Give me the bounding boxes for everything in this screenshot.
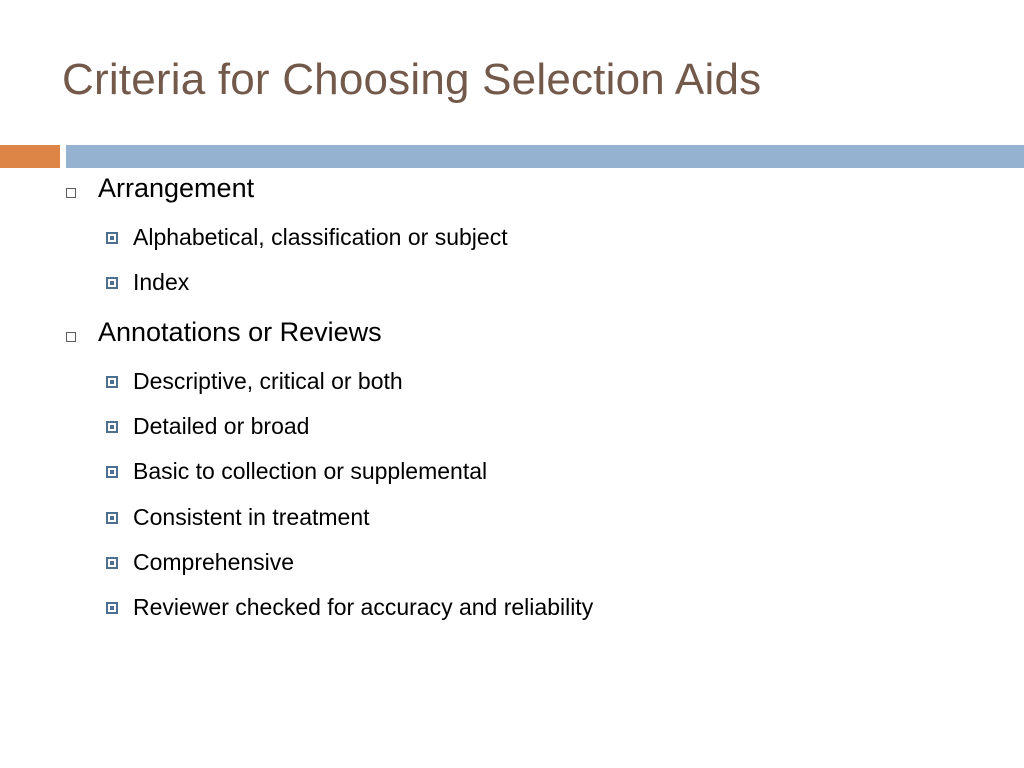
filled-square-bullet-icon	[106, 376, 118, 388]
sub-bullet: Descriptive, critical or both	[133, 368, 403, 394]
bullet-heading-annotations: Annotations or Reviews	[98, 317, 382, 347]
bullet-heading-arrangement: Arrangement	[98, 173, 255, 203]
sub-bullet: Basic to collection or supplemental	[133, 458, 488, 484]
filled-square-bullet-icon	[106, 602, 118, 614]
filled-square-bullet-icon	[106, 557, 118, 569]
hollow-square-bullet-icon	[66, 188, 76, 198]
sub-bullet: Index	[133, 269, 190, 295]
filled-square-bullet-icon	[106, 466, 118, 478]
filled-square-bullet-icon	[106, 232, 118, 244]
sub-bullet: Alphabetical, classification or subject	[133, 224, 508, 250]
filled-square-bullet-icon	[106, 512, 118, 524]
slide-title: Criteria for Choosing Selection Aids	[62, 55, 762, 104]
sub-bullet: Comprehensive	[133, 549, 295, 575]
hollow-square-bullet-icon	[66, 332, 76, 342]
sub-bullet: Reviewer checked for accuracy and reliability	[133, 594, 594, 620]
sub-bullet: Detailed or broad	[133, 413, 310, 439]
filled-square-bullet-icon	[106, 277, 118, 289]
sub-bullet: Consistent in treatment	[133, 504, 370, 530]
filled-square-bullet-icon	[106, 421, 118, 433]
